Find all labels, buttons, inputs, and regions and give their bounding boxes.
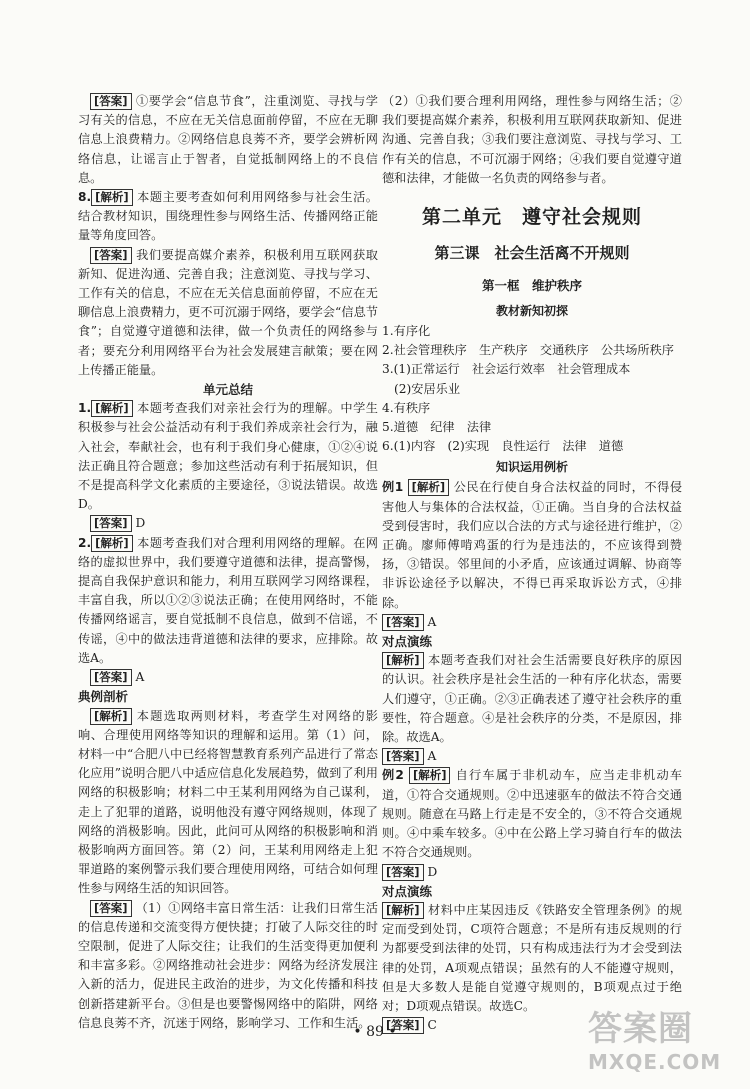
typical-analysis xyxy=(78,707,378,899)
summary-answer-1 xyxy=(78,514,378,533)
analysis-tag: [解析] xyxy=(91,400,133,417)
answer-8 xyxy=(78,246,378,380)
practice-title-1: 对点演练 xyxy=(382,634,433,650)
analysis-text: 本题考查我们对亲社会行为的理解。中学生积极参与社会公益活动有利于我们养成亲社会行为，融入社会，奉献社会，也有利于我们身心健康，①②④说法正确且符合题意；参加这些活动有利于拓展知识，但不是提高科学文化素质的主要途径，③说法错误。故选D。 xyxy=(78,401,378,512)
answer-tag: [答案] xyxy=(382,614,424,631)
analysis-text: 本题主要考查如何利用网络参与社会生活。结合教材知识，围绕理性参与网络生活、传播网络正能量等角度回答。 xyxy=(78,190,378,243)
practice-2 xyxy=(382,901,682,1016)
answer-tag: [答案] xyxy=(90,247,132,264)
analysis-text: 公民在行使自身合法权益的同时，不得侵害他人与集体的合法权益，①正确。当自身的合法权益受到侵害时，我们应以合法的方式与途径进行维护，②正确。廖师傅啃鸡蛋的行为是违法的，不应该得到赞扬，③错误。邻里间的小矛盾，应该通过调解、协商等非诉讼途径予以解决，不得已再采取诉讼方式，④排除。 xyxy=(382,480,683,610)
typical-answer xyxy=(78,899,378,1033)
knowledge-item-1: 1.有序化 xyxy=(382,324,431,339)
right-column xyxy=(382,92,682,1035)
answer-tag: [答案] xyxy=(382,864,424,881)
analysis-tag: [解析] xyxy=(382,652,424,669)
answer-tag: [答案] xyxy=(90,93,132,110)
analysis-tag: [解析] xyxy=(91,189,133,206)
answer-tag: [答案] xyxy=(90,900,132,917)
frame-title: 第一框 维护秩序 xyxy=(481,278,582,294)
section-title-summary: 单元总结 xyxy=(202,382,253,398)
section-title-apply: 知识运用例析 xyxy=(495,460,568,475)
answer-value: A xyxy=(427,749,437,764)
section-title-typical: 典例剖析 xyxy=(78,689,129,705)
summary-question-1 xyxy=(78,399,378,514)
knowledge-item-3: 3.(1)正常运行 社会运行效率 社会管理成本 xyxy=(382,362,631,377)
answer-tag: [答案] xyxy=(382,748,424,765)
analysis-text: 材料中庄某因违反《铁路安全管理条例》的规定而受到处罚，C项符合题意；不是所有违反规则的行为都要受到法律的处罚，只有构成违法行为才会受到法律的处罚，A项观点错误；虽然有的人不能遵守规则，但是大多数人是能自觉遵守规则的，B项观点过于绝对；D项观点错误。故选C。 xyxy=(382,902,682,1013)
knowledge-item-2: 2.社会管理秩序 生产秩序 交通秩序 公共场所秩序 xyxy=(382,343,674,358)
answer-text: 我们要提高媒介素养，积极利用互联网获取新知、促进沟通、完善自我；注意浏览、寻找与学习、工作有关的信息，不应在无关信息面前停留，不应在无聊信息上浪费精力，更不可沉溺于网络，要学会“信息节食”；自觉遵守道德和法律，做一个负责任的网络参与者；要充分利用网络平台为社会发展建言献策；要在网上传播正能量。 xyxy=(78,247,378,377)
summary-question-2 xyxy=(78,534,378,668)
answer-tag: [答案] xyxy=(90,669,132,686)
answer-tag: [答案] xyxy=(382,1017,424,1034)
section-title-new-knowledge: 教材新知初探 xyxy=(495,304,568,319)
knowledge-item-3b: (2)安居乐业 xyxy=(394,381,461,396)
watermark-line-2: MXQE.COM xyxy=(588,1050,722,1074)
answer-text: （1）①网络丰富日常生活：让我们日常生活的信息传递和交流变得方便快捷；打破了人际交往的时空限制，促进了人际交往；让我们的生活变得更加便利和丰富多彩。②网络推动社会进步：网络为经济发展注入新的活力，促进民主政治的进步，为文化传播和科技创新搭建新平台。③但是也要警惕网络中的陷阱，网络信息良莠不齐，沉迷于网络，影响学习、工作和生活。 xyxy=(78,900,378,1030)
analysis-tag: [解析] xyxy=(382,902,424,919)
question-number: 8. xyxy=(78,190,92,205)
knowledge-item-6: 6.(1)内容 (2)实现 良性运行 法律 道德 xyxy=(382,439,624,454)
analysis-tag: [解析] xyxy=(90,708,132,725)
knowledge-item-4: 4.有秩序 xyxy=(382,400,431,415)
analysis-text: 自行车属于非机动车，应当走非机动车道，①符合交通规则。②中迅速驱车的做法不符合交通规则。随意在马路上行走是不安全的，③不符合交通规则。④中乘车较多。④中在公路上学习骑自行车的做法不符合交通规则。 xyxy=(382,768,683,860)
analysis-text: 本题选取两则材料，考查学生对网络的影响、合理使用网络等知识的理解和运用。第（1）问，材料一中“合肥八中已经将智慧教育系列产品进行了常态化应用”说明合肥八中适应信息化发展趋势，做到了利用网络的积极影响；材料二中王某利用网络为自己谋利，走上了犯罪的道路，说明他没有遵守网络规则，体现了网络的消极影响。因此，此问可从网络的积极影响和消极影响两方面回答。第（2）问，王某利用网络走上犯罪道路的案例警示我们要合理使用网络，可结合如何理性参与网络生活的知识回答。 xyxy=(78,708,378,896)
answer-value: A xyxy=(135,670,145,685)
answer-7 xyxy=(78,92,378,188)
example-1-answer xyxy=(382,613,682,632)
answer-value: A xyxy=(427,614,437,629)
watermark-logo xyxy=(588,1001,738,1079)
analysis-tag: [解析] xyxy=(91,535,133,552)
example-1 xyxy=(382,478,682,612)
practice-1 xyxy=(382,651,682,747)
summary-answer-2 xyxy=(78,668,378,687)
knowledge-item-5: 5.道德 纪律 法律 xyxy=(382,420,492,435)
question-number: 2. xyxy=(78,535,92,550)
unit-title: 第二单元 遵守社会规则 xyxy=(421,206,642,229)
answer-value: D xyxy=(427,864,438,879)
answer-text: ①要学会“信息节食”，注重浏览、寻找与学习有关的信息，不应在无关信息面前停留，不应在无聊信息上浪费精力。②网络信息良莠不齐，要学会辨析网络信息，让谣言止于智者，自觉抵制网络上的不良信息。 xyxy=(78,94,378,185)
answer-value: D xyxy=(135,516,146,531)
watermark-line-1: 答案圈 xyxy=(588,1009,693,1049)
example-label: 例2 xyxy=(382,768,404,783)
example-label: 例1 xyxy=(382,480,404,495)
page-number: • 89 • xyxy=(353,1024,397,1040)
answer-tag: [答案] xyxy=(90,515,132,532)
answer-value: C xyxy=(427,1018,437,1033)
analysis-tag: [解析] xyxy=(409,767,451,784)
question-8 xyxy=(78,188,378,246)
question-number: 1. xyxy=(78,401,92,416)
analysis-text: 本题考查我们对合理利用网络的理解。在网络的虚拟世界中，我们要遵守道德和法律，提高警惕，提高自我保护意识和能力，利用互联网学习网络课程，丰富自我，所以①②③说法正确；在使用网络时，不能传播网络谣言，要自觉抵制不良信息，做到不信谣，不传谣，④中的做法违背道德和法律的要求，应排除。故选A。 xyxy=(78,535,378,665)
answer-continuation: （2）①我们要合理利用网络，理性参与网络生活；②我们要提高媒介素养，积极利用互联网获取新知、促进沟通、完善自我；③我们要注意浏览、寻找与学习、工作有关的信息，不可沉溺于网络；④我们要自觉遵守道德和法律，才能做一名负责的网络参与者。 xyxy=(382,94,682,185)
lesson-title: 第三课 社会生活离不开规则 xyxy=(434,244,630,263)
example-2 xyxy=(382,766,682,862)
analysis-tag: [解析] xyxy=(408,479,450,496)
practice-title-2: 对点演练 xyxy=(382,883,433,899)
example-2-answer xyxy=(382,863,682,882)
left-column xyxy=(78,92,378,1033)
practice-1-answer xyxy=(382,747,682,766)
analysis-text: 本题考查我们对社会生活需要良好秩序的原因的认识。社会秩序是社会生活的一种有序化状态，需要人们遵守，①正确。②③正确表述了遵守社会秩序的重要性，符合题意。④是社会秩序的分类，不是原因，排除。故选A。 xyxy=(382,653,682,745)
